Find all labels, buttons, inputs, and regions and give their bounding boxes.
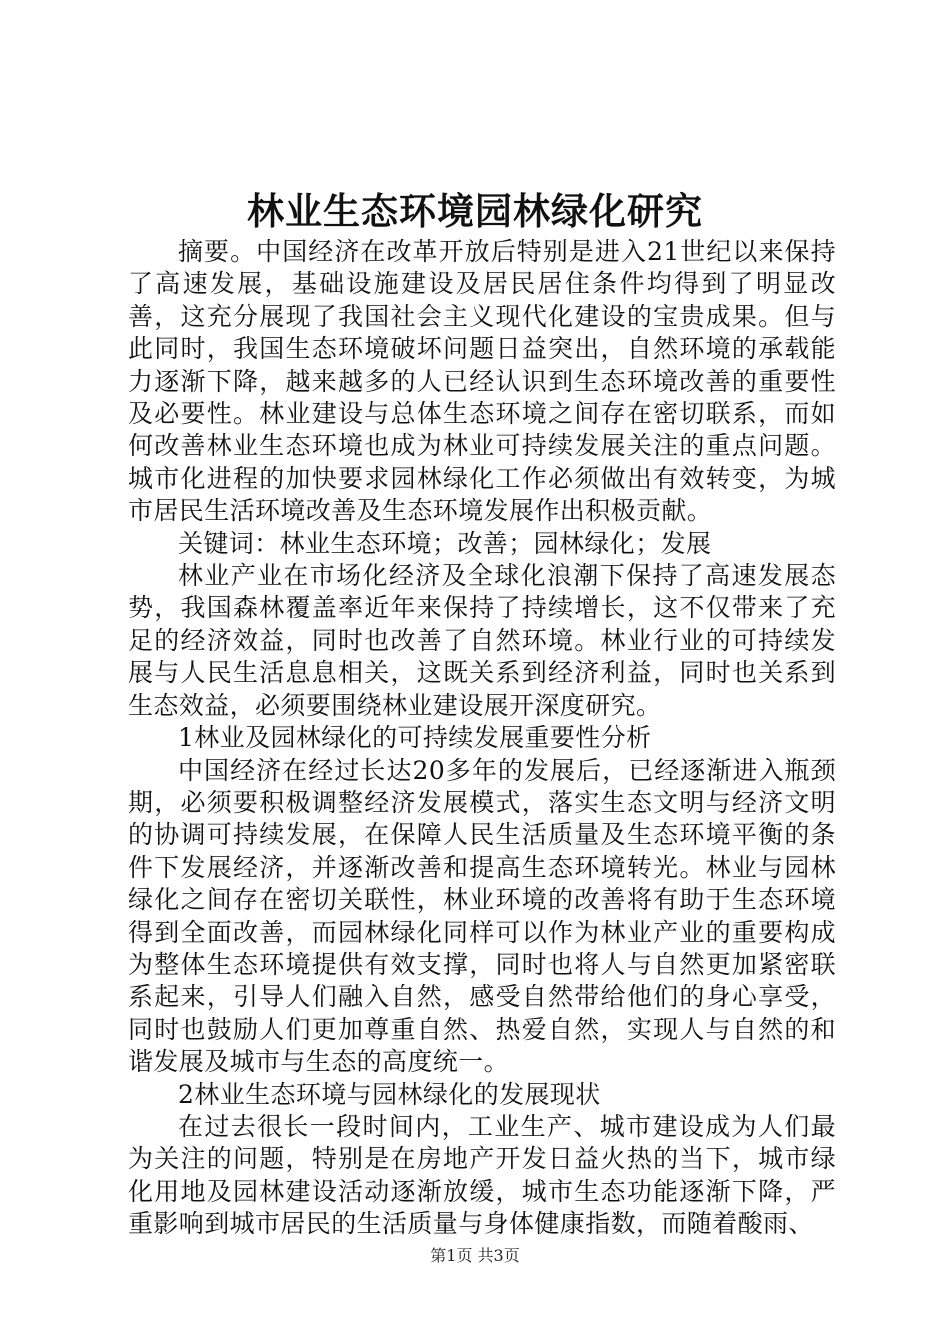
section-heading-2: 2林业生态环境与园林绿化的发展现状	[178, 1079, 601, 1109]
section-1-paragraph: 中国经济在经过长达20多年的发展后，已经逐渐进入瓶颈期，必须要积极调整经济发展模式，落实生态文明与经济文明的协调可持续发展，在保障人民生活质量及生态环境平衡的条件下发展经济，并逐渐改善和提高生态环境转光。林业与园林绿化之间存在密切关联性，林业环境的改善将有助于生态环境得到全面改善，而园林绿化同样可以作为林业产业的重要构成为整体生态环境提供有效支撑，同时也将人与自然更加紧密联系起来，引导人们融入自然，感受自然带给他们的身心享受，同时也鼓励人们更加尊重自然、热爱自然，实现人与自然的和谐发展及城市与生态的高度统一。	[128, 755, 836, 1077]
document-title: 林业生态环境园林绿化研究	[247, 189, 703, 233]
intro-paragraph: 林业产业在市场化经济及全球化浪潮下保持了高速发展态势，我国森林覆盖率近年来保持了持续增长，这不仅带来了充足的经济效益，同时也改善了自然环境。林业行业的可持续发展与人民生活息息相关，这既关系到经济利益，同时也关系到生态效益，必须要围绕林业建设展开深度研究。	[128, 561, 836, 720]
abstract-paragraph: 摘要。中国经济在改革开放后特别是进入21世纪以来保持了高速发展，基础设施建设及居民居住条件均得到了明显改善，这充分展现了我国社会主义现代化建设的宝贵成果。但与此同时，我国生态环境破坏问题日益突出，自然环境的承载能力逐渐下降，越来越多的人已经认识到生态环境改善的重要性及必要性。林业建设与总体生态环境之间存在密切联系，而如何改善林业生态环境也成为林业可持续发展关注的重点问题。城市化进程的加快要求园林绿化工作必须做出有效转变，为城市居民生活环境改善及生态环境发展作出积极贡献。	[128, 237, 836, 526]
section-2-paragraph: 在过去很长一段时间内，工业生产、城市建设成为人们最为关注的问题，特别是在房地产开发日益火热的当下，城市绿化用地及园林建设活动逐渐放缓，城市生态功能逐渐下降，严重影响到城市居民的生活质量与身体健康指数，而随着酸雨、	[128, 1111, 836, 1239]
keywords-line: 关键词：林业生态环境；改善；园林绿化；发展	[178, 528, 712, 558]
document-body	[128, 236, 836, 1241]
page-footer: 第1页 共3页	[430, 1246, 520, 1265]
section-heading-1: 1林业及园林绿化的可持续发展重要性分析	[178, 723, 652, 753]
